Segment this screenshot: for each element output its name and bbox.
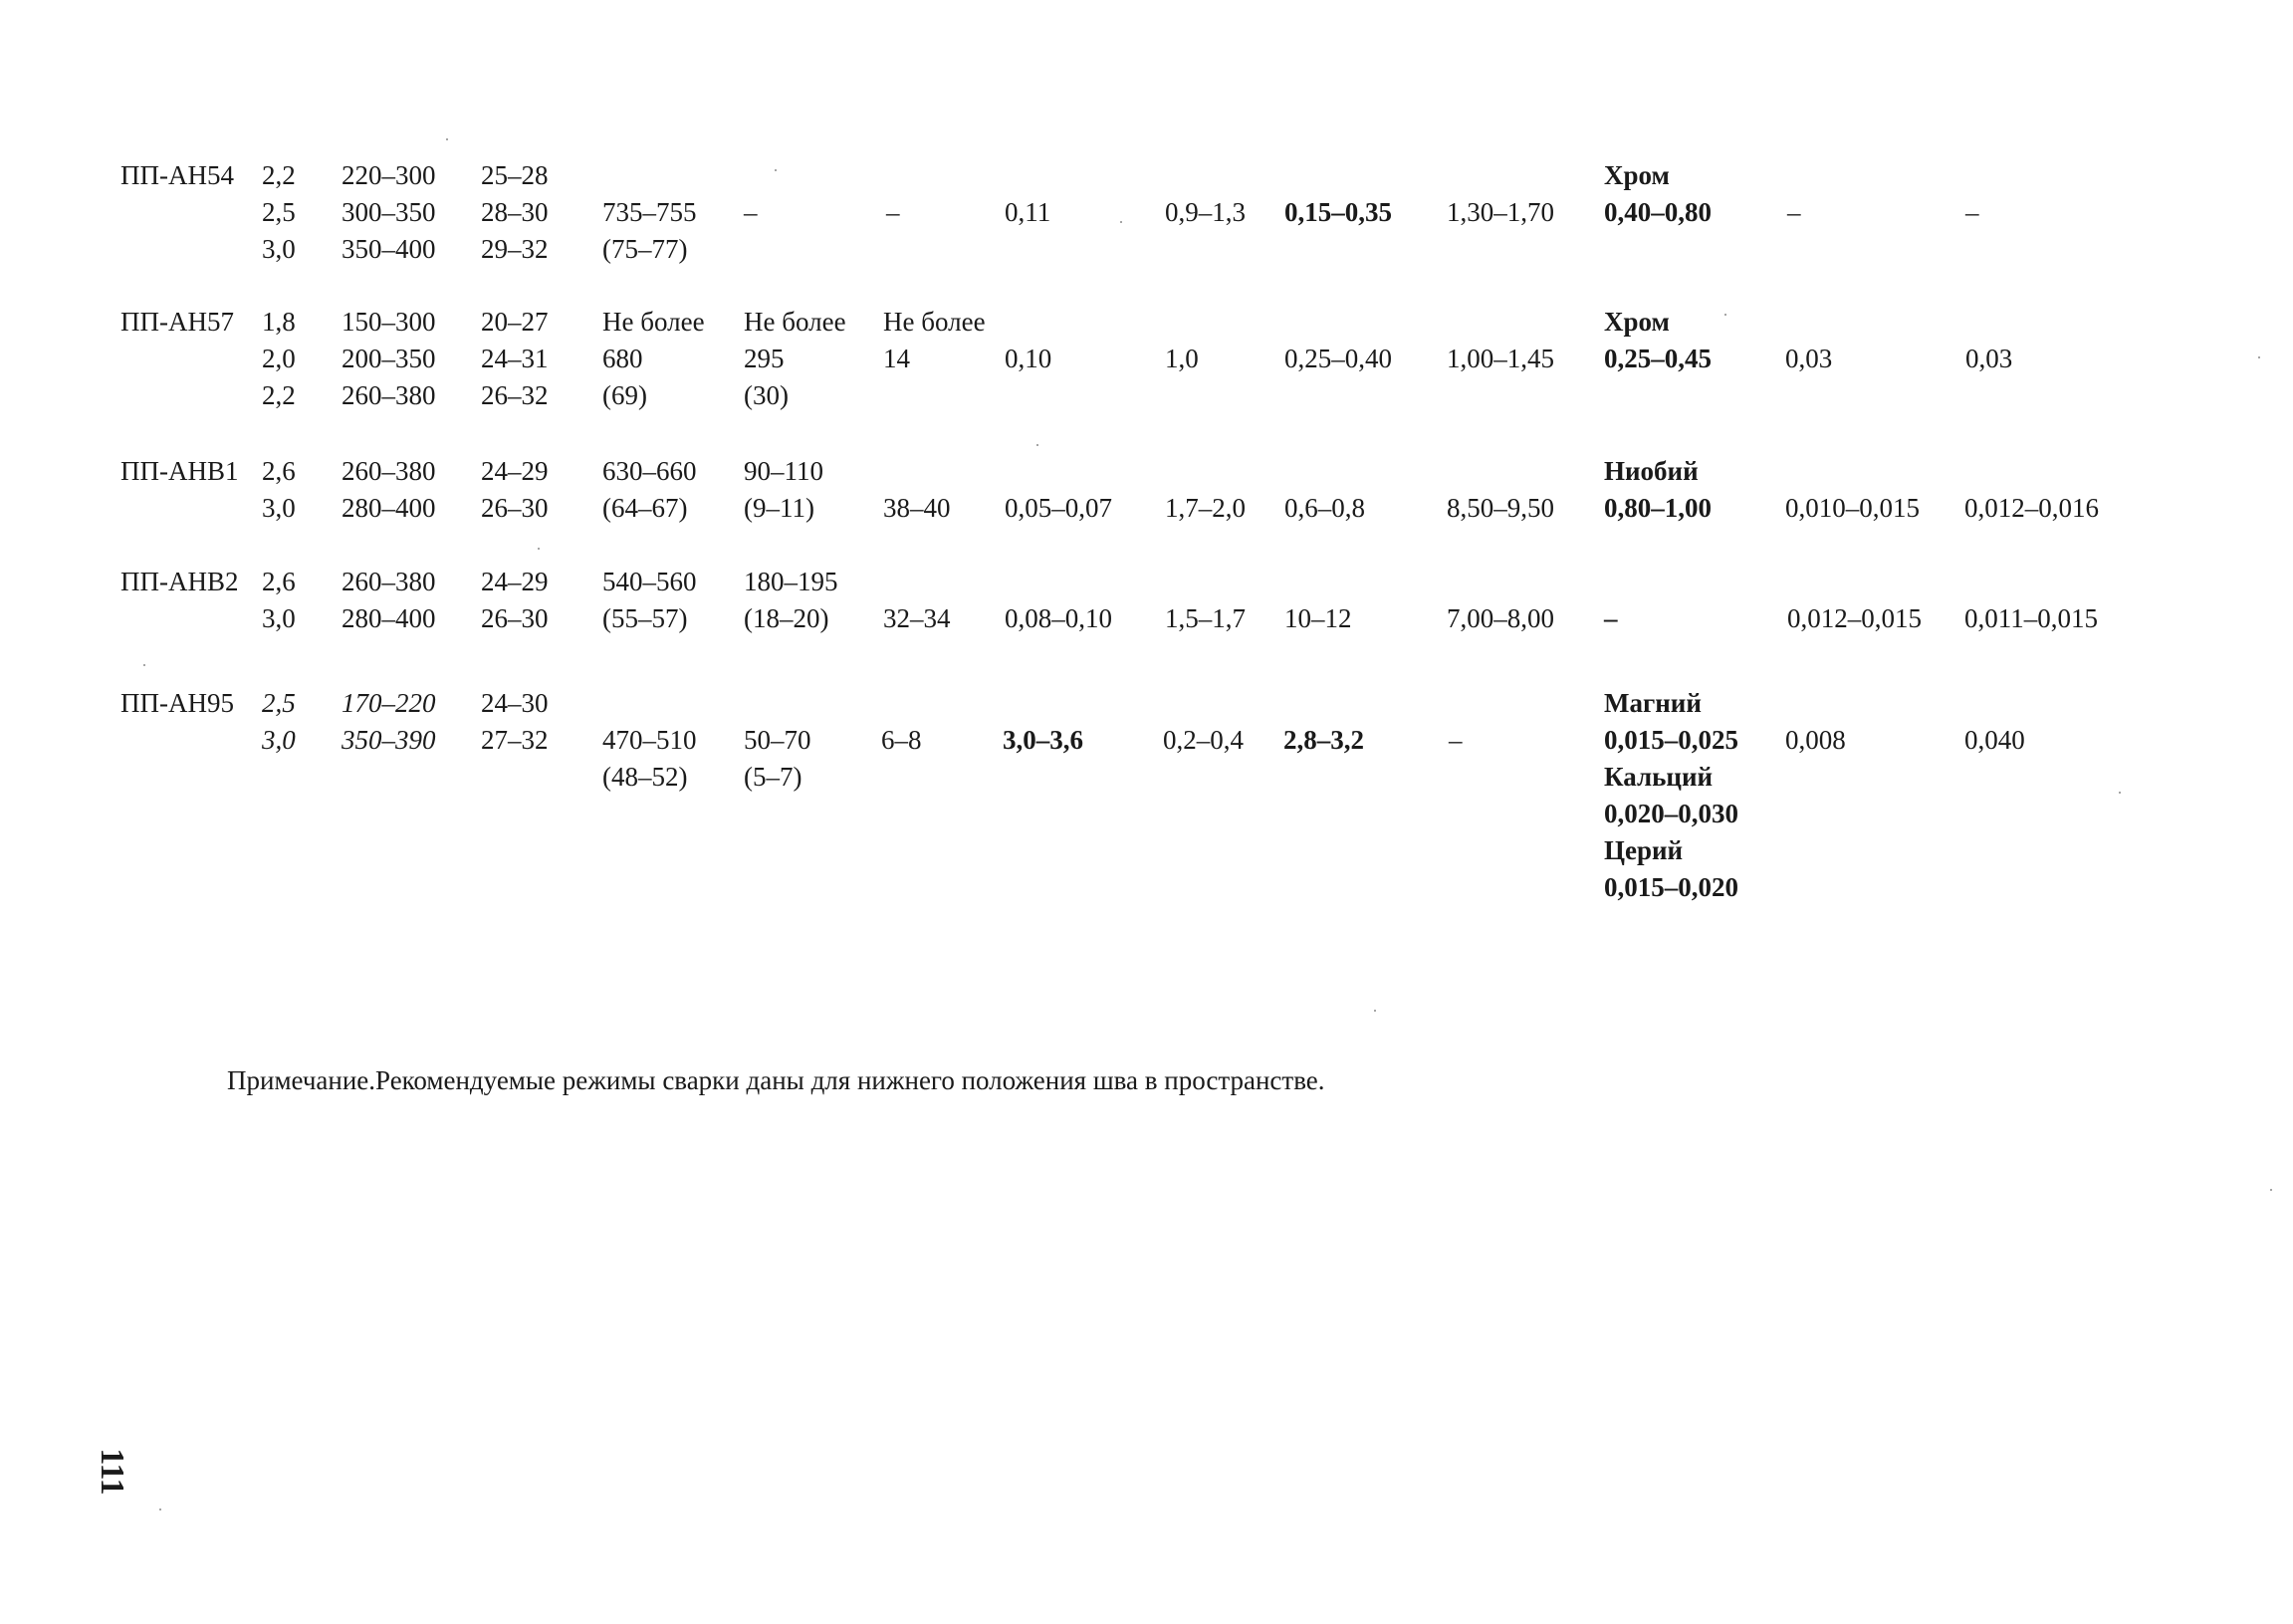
current-cell: 150–300 200–350 260–380	[342, 307, 436, 410]
sulfur-cell: 0,012–0,015	[1787, 603, 1922, 633]
silicon-cell: 0,15–0,35	[1284, 197, 1392, 227]
diameter-cell: 2,6 3,0	[262, 567, 296, 633]
elongation-cell: 6–8	[881, 725, 922, 755]
silicon-cell: 10–12	[1284, 603, 1352, 633]
voltage-cell: 24–30 27–32	[481, 688, 549, 755]
sulfur-cell: 0,03	[1785, 344, 1833, 373]
voltage-cell: 25–28 28–30 29–32	[481, 160, 549, 264]
brand-name: ПП-АН57	[120, 307, 234, 337]
yield-cell: 50–70 (5–7)	[744, 725, 811, 792]
nickel-cell: 7,00–8,00	[1447, 603, 1554, 633]
scan-speck	[159, 1508, 161, 1510]
manganese-cell: 1,0	[1165, 344, 1199, 373]
scan-speck	[2270, 1189, 2272, 1191]
scan-speck	[1374, 1010, 1376, 1012]
tensile-cell: 735–755 (75–77)	[602, 197, 697, 264]
diameter-cell: 2,2 2,5 3,0	[262, 160, 296, 264]
manganese-cell: 0,2–0,4	[1163, 725, 1244, 755]
phosphorus-cell: 0,011–0,015	[1964, 603, 2098, 633]
scan-speck	[1120, 221, 1122, 223]
brand-name: ПП-АНВ2	[120, 567, 239, 596]
phosphorus-cell: 0,012–0,016	[1964, 493, 2099, 523]
other-elements-cell: –	[1604, 603, 1618, 633]
elongation-cell: Не более 14	[883, 307, 986, 373]
carbon-cell: 0,11	[1005, 197, 1051, 227]
brand-name: ПП-АН95	[120, 688, 234, 718]
sulfur-cell: 0,010–0,015	[1785, 493, 1920, 523]
current-cell: 170–220 350–390	[342, 688, 436, 755]
current-cell: 260–380 280–400	[342, 456, 436, 523]
scan-speck	[1036, 444, 1038, 446]
phosphorus-cell: –	[1965, 197, 1979, 227]
silicon-cell: 2,8–3,2	[1283, 725, 1364, 755]
other-elements-cell: Хром 0,40–0,80	[1604, 160, 1712, 227]
silicon-cell: 0,25–0,40	[1284, 344, 1392, 373]
carbon-cell: 0,10	[1005, 344, 1052, 373]
brand-name: ПП-АН54	[120, 160, 234, 190]
nickel-cell: 1,30–1,70	[1447, 197, 1554, 227]
elongation-cell: 38–40	[883, 493, 951, 523]
current-cell: 220–300 300–350 350–400	[342, 160, 436, 264]
manganese-cell: 1,5–1,7	[1165, 603, 1246, 633]
nickel-cell: –	[1449, 725, 1463, 755]
scan-speck	[2119, 792, 2121, 794]
yield-cell: 90–110 (9–11)	[744, 456, 823, 523]
sulfur-cell: –	[1787, 197, 1801, 227]
carbon-cell: 3,0–3,6	[1003, 725, 1083, 755]
voltage-cell: 20–27 24–31 26–32	[481, 307, 549, 410]
voltage-cell: 24–29 26–30	[481, 567, 549, 633]
page-number: 111	[94, 1448, 130, 1496]
scan-speck	[2258, 356, 2260, 358]
current-cell: 260–380 280–400	[342, 567, 436, 633]
yield-cell: Не более 295 (30)	[744, 307, 846, 410]
voltage-cell: 24–29 26–30	[481, 456, 549, 523]
phosphorus-cell: 0,040	[1964, 725, 2025, 755]
elongation-cell: –	[886, 197, 900, 227]
tensile-cell: 470–510 (48–52)	[602, 725, 697, 792]
scan-speck	[538, 548, 540, 550]
sulfur-cell: 0,008	[1785, 725, 1846, 755]
tensile-cell: 540–560 (55–57)	[602, 567, 697, 633]
diameter-cell: 1,8 2,0 2,2	[262, 307, 296, 410]
nickel-cell: 1,00–1,45	[1447, 344, 1554, 373]
diameter-cell: 2,5 3,0	[262, 688, 296, 755]
other-elements-cell: Ниобий 0,80–1,00	[1604, 456, 1712, 523]
carbon-cell: 0,05–0,07	[1005, 493, 1112, 523]
tensile-cell: 630–660 (64–67)	[602, 456, 697, 523]
scan-speck	[446, 138, 448, 140]
yield-cell: 180–195 (18–20)	[744, 567, 838, 633]
scan-speck	[1724, 314, 1726, 316]
scan-speck	[143, 664, 145, 666]
other-elements-cell: Хром 0,25–0,45	[1604, 307, 1712, 373]
tensile-cell: Не более 680 (69)	[602, 307, 705, 410]
manganese-cell: 0,9–1,3	[1165, 197, 1246, 227]
phosphorus-cell: 0,03	[1965, 344, 2013, 373]
yield-cell: –	[744, 197, 758, 227]
nickel-cell: 8,50–9,50	[1447, 493, 1554, 523]
scan-speck	[775, 169, 777, 171]
diameter-cell: 2,6 3,0	[262, 456, 296, 523]
brand-name: ПП-АНВ1	[120, 456, 239, 486]
silicon-cell: 0,6–0,8	[1284, 493, 1365, 523]
carbon-cell: 0,08–0,10	[1005, 603, 1112, 633]
manganese-cell: 1,7–2,0	[1165, 493, 1246, 523]
footnote: Примечание.Рекомендуемые режимы сварки даны для нижнего положения шва в пространстве.	[227, 1065, 1325, 1095]
other-elements-cell: Магний 0,015–0,025 Кальций 0,020–0,030 Церий 0,015–0,020	[1604, 688, 1738, 902]
elongation-cell: 32–34	[883, 603, 951, 633]
